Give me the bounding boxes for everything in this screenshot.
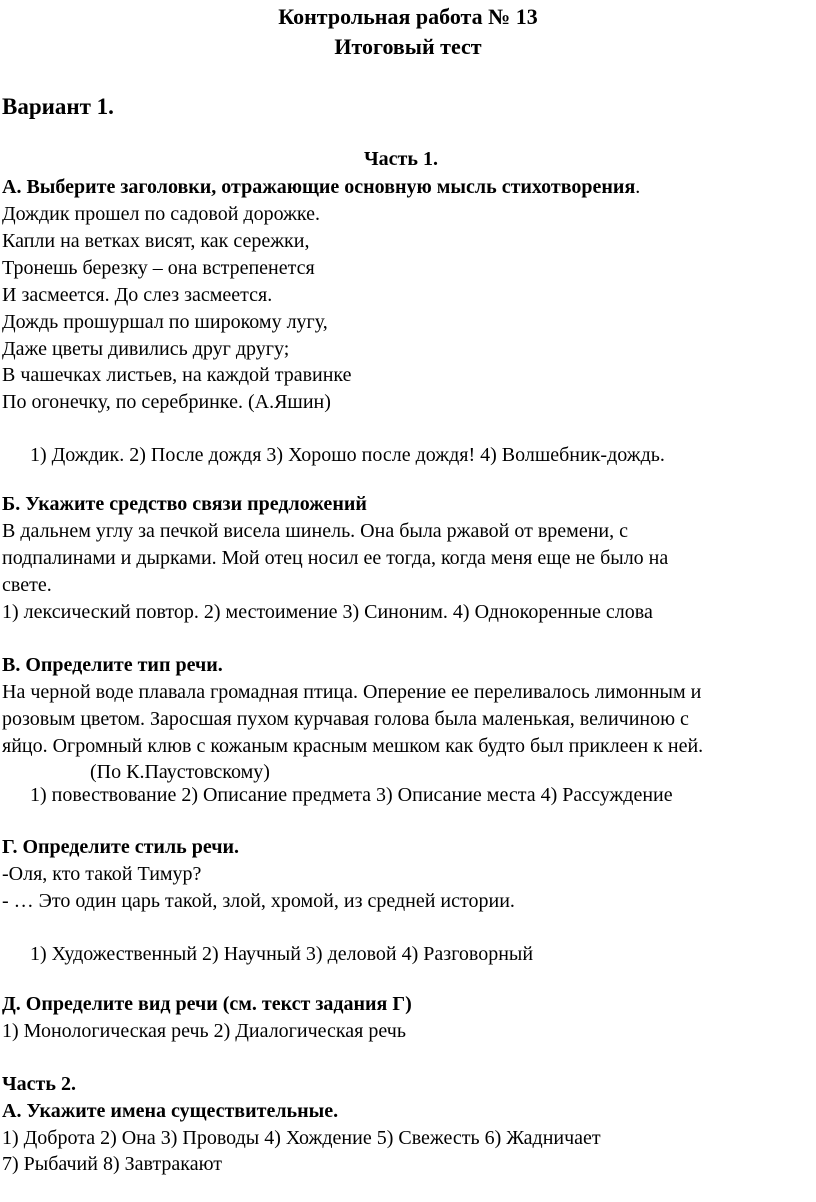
part1-heading: Часть 1. (364, 148, 438, 170)
poem-line: В чашечках листьев, на каждой травинке (2, 364, 352, 386)
part2-heading: Часть 2. (2, 1073, 76, 1095)
poem-line: Капли на ветках висят, как сережки, (2, 230, 310, 252)
poem-line: И засмеется. До слез засмеется. (2, 284, 273, 306)
poem-line: Дождь прошуршал по широкому лугу, (2, 311, 328, 333)
task-g-text-line: -Оля, кто такой Тимур? (2, 863, 202, 885)
poem-line: Дождик прошел по садовой дорожке. (2, 203, 320, 225)
poem-line: Даже цветы дивились друг другу; (2, 338, 290, 360)
task-a-question-text: А. Выберите заголовки, отражающие основную мысль стихотворения (2, 176, 636, 198)
poem-line: По огонечку, по серебринке. (А.Яшин) (2, 391, 331, 413)
task-a-question (2, 174, 640, 200)
task-b-question: Б. Укажите средство связи предложений (2, 493, 367, 515)
part2-task-a-options-line: 1) Доброта 2) Она 3) Проводы 4) Хождение 5) Свежесть 6) Жадничает (2, 1127, 601, 1149)
task-d-options: 1) Монологическая речь 2) Диалогическая речь (2, 1020, 406, 1042)
task-v-text-line: розовым цветом. Заросшая пухом курчавая голова была маленькая, величиною с (2, 708, 689, 730)
task-v-source: (По К.Паустовскому) (90, 761, 270, 783)
task-a-options: 1) Дождик. 2) После дождя 3) Хорошо после дождя! 4) Волшебник-дождь. (30, 444, 665, 466)
task-g-options: 1) Художественный 2) Научный 3) деловой 4) Разговорный (30, 943, 534, 965)
part2-task-a-question: А. Укажите имена существительные. (2, 1100, 339, 1122)
task-g-question: Г. Определите стиль речи. (2, 836, 240, 858)
task-b-options: 1) лексический повтор. 2) местоимение 3) Синоним. 4) Однокоренные слова (2, 601, 653, 623)
part2-task-a-options-line: 7) Рыбачий 8) Завтракают (2, 1153, 223, 1175)
task-v-text-line: яйцо. Огромный клюв с кожаным красным мешком как будто был приклеен к ней. (2, 735, 704, 757)
document-subtitle: Итоговый тест (334, 34, 482, 59)
task-b-text-line: свете. (2, 574, 52, 596)
task-v-options: 1) повествование 2) Описание предмета 3) Описание места 4) Рассуждение (30, 784, 673, 806)
poem-line: Тронешь березку – она встрепенется (2, 257, 315, 279)
task-a-question-end: . (635, 176, 641, 198)
task-v-text-line: На черной воде плавала громадная птица. Оперение ее переливалось лимонным и (2, 681, 702, 703)
task-d-question: Д. Определите вид речи (см. текст задания Г) (2, 993, 412, 1015)
document-title: Контрольная работа № 13 (278, 4, 538, 29)
task-g-text-line: - … Это один царь такой, злой, хромой, из средней истории. (2, 890, 515, 912)
task-b-text-line: В дальнем углу за печкой висела шинель. Она была ржавой от времени, с (2, 520, 628, 542)
task-v-question: В. Определите тип речи. (2, 654, 223, 676)
variant-heading: Вариант 1. (2, 94, 114, 119)
task-b-text-line: подпалинами и дырками. Мой отец носил ее тогда, когда меня еще не было на (2, 547, 669, 569)
